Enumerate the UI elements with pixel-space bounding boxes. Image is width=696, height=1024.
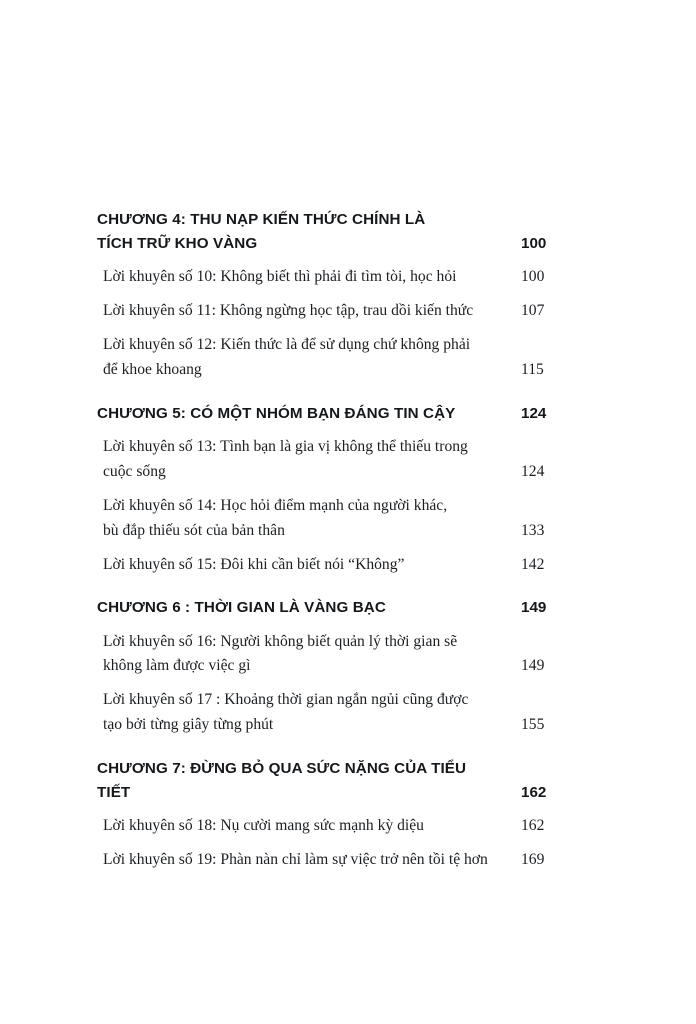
section-spacer [97,585,563,596]
toc-entry-line1: Lời khuyên số 13: Tình bạn là gia vị không thể thiếu trong [103,437,468,455]
toc-entry-line1: Lời khuyên số 16: Người không biết quản lý thời gian sẽ [103,632,458,650]
toc-entry-title [97,299,521,324]
toc-entry-title [97,494,521,544]
chapter-heading-line1: CHƯƠNG 6 : THỜI GIAN LÀ VÀNG BẠC [97,599,386,617]
toc-entry-title [97,848,521,873]
toc-entry-line1: Lời khuyên số 10: Không biết thì phải đi tìm tòi, học hỏi [103,268,457,286]
toc-entry-page: 142 [521,555,545,573]
toc-entry [97,265,563,290]
chapter-page-number: 124 [521,404,547,422]
toc-entry [97,299,563,324]
toc-entry-page: 107 [521,301,545,319]
toc-entry-title [97,814,521,839]
toc-entry [97,435,563,485]
toc-entry-title [97,265,521,290]
chapter-heading-row [97,757,563,805]
toc-entry [97,494,563,544]
toc-entry-page: 100 [521,268,545,286]
chapter-heading-line1: CHƯƠNG 5: CÓ MỘT NHÓM BẠN ĐÁNG TIN CẬY [97,404,456,422]
chapter-heading-line1: CHƯƠNG 4: THU NẠP KIẾN THỨC CHÍNH LÀ [97,211,426,228]
table-of-contents [97,208,563,881]
toc-entry-line2: cuộc sống [103,462,166,480]
toc-entry-line1: Lời khuyên số 19: Phàn nàn chỉ làm sự việc trở nên tồi tệ hơn [103,851,488,869]
toc-entry-page: 115 [521,360,544,378]
toc-entry [97,848,563,873]
toc-entry [97,688,563,738]
section-spacer [97,391,563,402]
toc-entry-title [97,688,521,738]
chapter-block [97,402,563,578]
toc-entry-line1: Lời khuyên số 11: Không ngừng học tập, trau dồi kiến thức [103,301,474,319]
chapter-title [97,208,497,256]
toc-entry-page: 162 [521,817,545,835]
toc-entry-line1: Lời khuyên số 17 : Khoảng thời gian ngắn ngủi cũng được [103,691,469,709]
toc-entry-line1: Lời khuyên số 14: Học hỏi điểm mạnh của người khác, [103,496,448,514]
chapter-title [97,402,497,426]
toc-entry-page: 155 [521,716,545,734]
toc-entry-title [97,435,521,485]
toc-entry [97,630,563,680]
toc-entry-line2: tạo bởi từng giây từng phút [103,716,274,734]
toc-entry-line2: bù đắp thiếu sót của bản thân [103,521,285,539]
toc-entry [97,553,563,578]
toc-entry-line1: Lời khuyên số 15: Đôi khi cần biết nói “Không” [103,555,405,573]
toc-entry [97,814,563,839]
toc-entry-line2: không làm được việc gì [103,657,251,675]
toc-entry [97,333,563,383]
section-spacer [97,746,563,757]
chapter-heading-row [97,596,563,620]
chapter-page-number: 149 [521,599,547,617]
toc-entry-title [97,553,521,578]
chapter-block [97,757,563,873]
toc-entry-page: 169 [521,851,545,869]
chapter-page-number: 162 [521,784,547,802]
chapter-block [97,208,563,383]
toc-entry-page: 149 [521,657,545,675]
toc-entry-page: 133 [521,521,545,539]
toc-entry-page: 124 [521,462,545,480]
chapter-heading-line2: TÍCH TRỮ KHO VÀNG [97,235,258,253]
toc-entry-title [97,630,521,680]
toc-entry-title [97,333,521,383]
chapter-title [97,757,497,805]
toc-entry-line2: để khoe khoang [103,360,202,378]
chapter-block [97,596,563,738]
toc-entry-line1: Lời khuyên số 18: Nụ cười mang sức mạnh kỳ diệu [103,817,424,835]
chapter-heading-line1: CHƯƠNG 7: ĐỪNG BỎ QUA SỨC NẶNG CỦA TIỂU TIẾT [97,760,467,802]
chapter-page-number: 100 [521,235,547,253]
chapter-title [97,596,497,620]
toc-entry-line1: Lời khuyên số 12: Kiến thức là để sử dụng chứ không phải [103,335,471,353]
chapter-heading-row [97,208,563,256]
chapter-heading-row [97,402,563,426]
